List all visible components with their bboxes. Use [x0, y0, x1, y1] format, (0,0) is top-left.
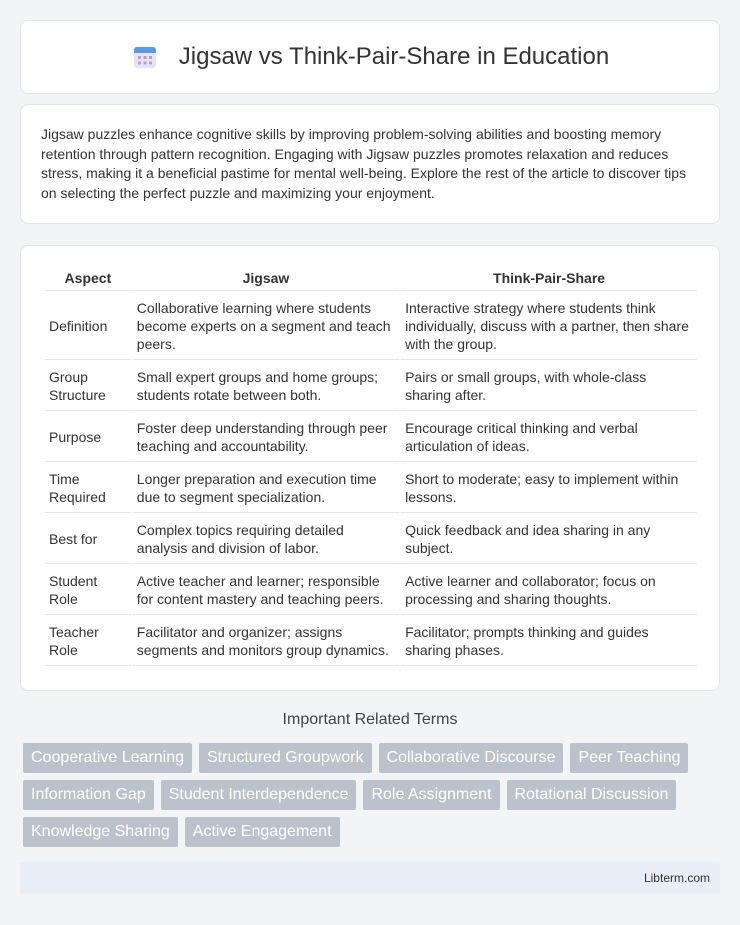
row-think-pair-share: Interactive strategy where students think individually, discuss with a partner, then share with the group.: [401, 291, 697, 360]
row-jigsaw: Longer preparation and execution time due to segment specialization.: [133, 462, 399, 513]
row-think-pair-share: Short to moderate; easy to implement within lessons.: [401, 462, 697, 513]
tag-information-gap[interactable]: Information Gap: [23, 780, 154, 810]
row-jigsaw: Small expert groups and home groups; students rotate between both.: [133, 360, 399, 411]
row-aspect: Purpose: [45, 411, 131, 462]
tag-cooperative-learning[interactable]: Cooperative Learning: [23, 743, 192, 773]
tag-peer-teaching[interactable]: Peer Teaching: [570, 743, 688, 773]
row-aspect: Teacher Role: [45, 615, 131, 666]
comparison-card: [20, 245, 720, 691]
header-aspect: Aspect: [45, 264, 131, 291]
intro-card: [20, 104, 720, 224]
table-header-row: [45, 264, 697, 291]
row-jigsaw: Collaborative learning where students become experts on a segment and teach peers.: [133, 291, 399, 360]
row-think-pair-share: Pairs or small groups, with whole-class sharing after.: [401, 360, 697, 411]
intro-text: Jigsaw puzzles enhance cognitive skills by improving problem-solving abilities and boosting memory retention through pattern recognition. Engaging with Jigsaw puzzles promotes relaxation and reduces stress, making it a beneficial pastime for mental well-being. Explore the rest of the article to discover tips on selecting the perfect puzzle and maximizing your enjoyment.: [41, 126, 687, 201]
row-think-pair-share: Active learner and collaborator; focus on processing and sharing thoughts.: [401, 564, 697, 615]
row-aspect: Definition: [45, 291, 131, 360]
table-row: [45, 513, 697, 564]
related-terms-list: [23, 743, 713, 854]
table-row: [45, 564, 697, 615]
tag-collaborative-discourse[interactable]: Collaborative Discourse: [379, 743, 564, 773]
table-row: [45, 615, 697, 666]
table-row: [45, 411, 697, 462]
row-aspect: Best for: [45, 513, 131, 564]
row-think-pair-share: Quick feedback and idea sharing in any subject.: [401, 513, 697, 564]
tag-rotational-discussion[interactable]: Rotational Discussion: [507, 780, 677, 810]
related-terms-title: Important Related Terms: [282, 711, 458, 728]
header-card: [20, 20, 720, 94]
row-aspect: Group Structure: [45, 360, 131, 411]
table-row: [45, 360, 697, 411]
row-aspect: Student Role: [45, 564, 131, 615]
tag-active-engagement[interactable]: Active Engagement: [185, 817, 340, 847]
row-jigsaw: Facilitator and organizer; assigns segments and monitors group dynamics.: [133, 615, 399, 666]
tag-role-assignment[interactable]: Role Assignment: [363, 780, 499, 810]
table-row: [45, 462, 697, 513]
row-jigsaw: Active teacher and learner; responsible for content mastery and teaching peers.: [133, 564, 399, 615]
row-think-pair-share: Encourage critical thinking and verbal articulation of ideas.: [401, 411, 697, 462]
comparison-table: [43, 264, 699, 666]
tag-knowledge-sharing[interactable]: Knowledge Sharing: [23, 817, 178, 847]
calendar-icon: [131, 43, 159, 71]
page-title: Jigsaw vs Think-Pair-Share in Education: [178, 43, 610, 70]
table-row: [45, 291, 697, 360]
row-think-pair-share: Facilitator; prompts thinking and guides sharing phases.: [401, 615, 697, 666]
header-think-pair-share: Think-Pair-Share: [401, 264, 697, 291]
tag-structured-groupwork[interactable]: Structured Groupwork: [199, 743, 372, 773]
header-jigsaw: Jigsaw: [133, 264, 399, 291]
footer: [20, 862, 720, 894]
tag-student-interdependence[interactable]: Student Interdependence: [161, 780, 357, 810]
footer-site-link[interactable]: Libterm.com: [643, 871, 710, 885]
row-aspect: Time Required: [45, 462, 131, 513]
row-jigsaw: Foster deep understanding through peer teaching and accountability.: [133, 411, 399, 462]
row-jigsaw: Complex topics requiring detailed analysis and division of labor.: [133, 513, 399, 564]
